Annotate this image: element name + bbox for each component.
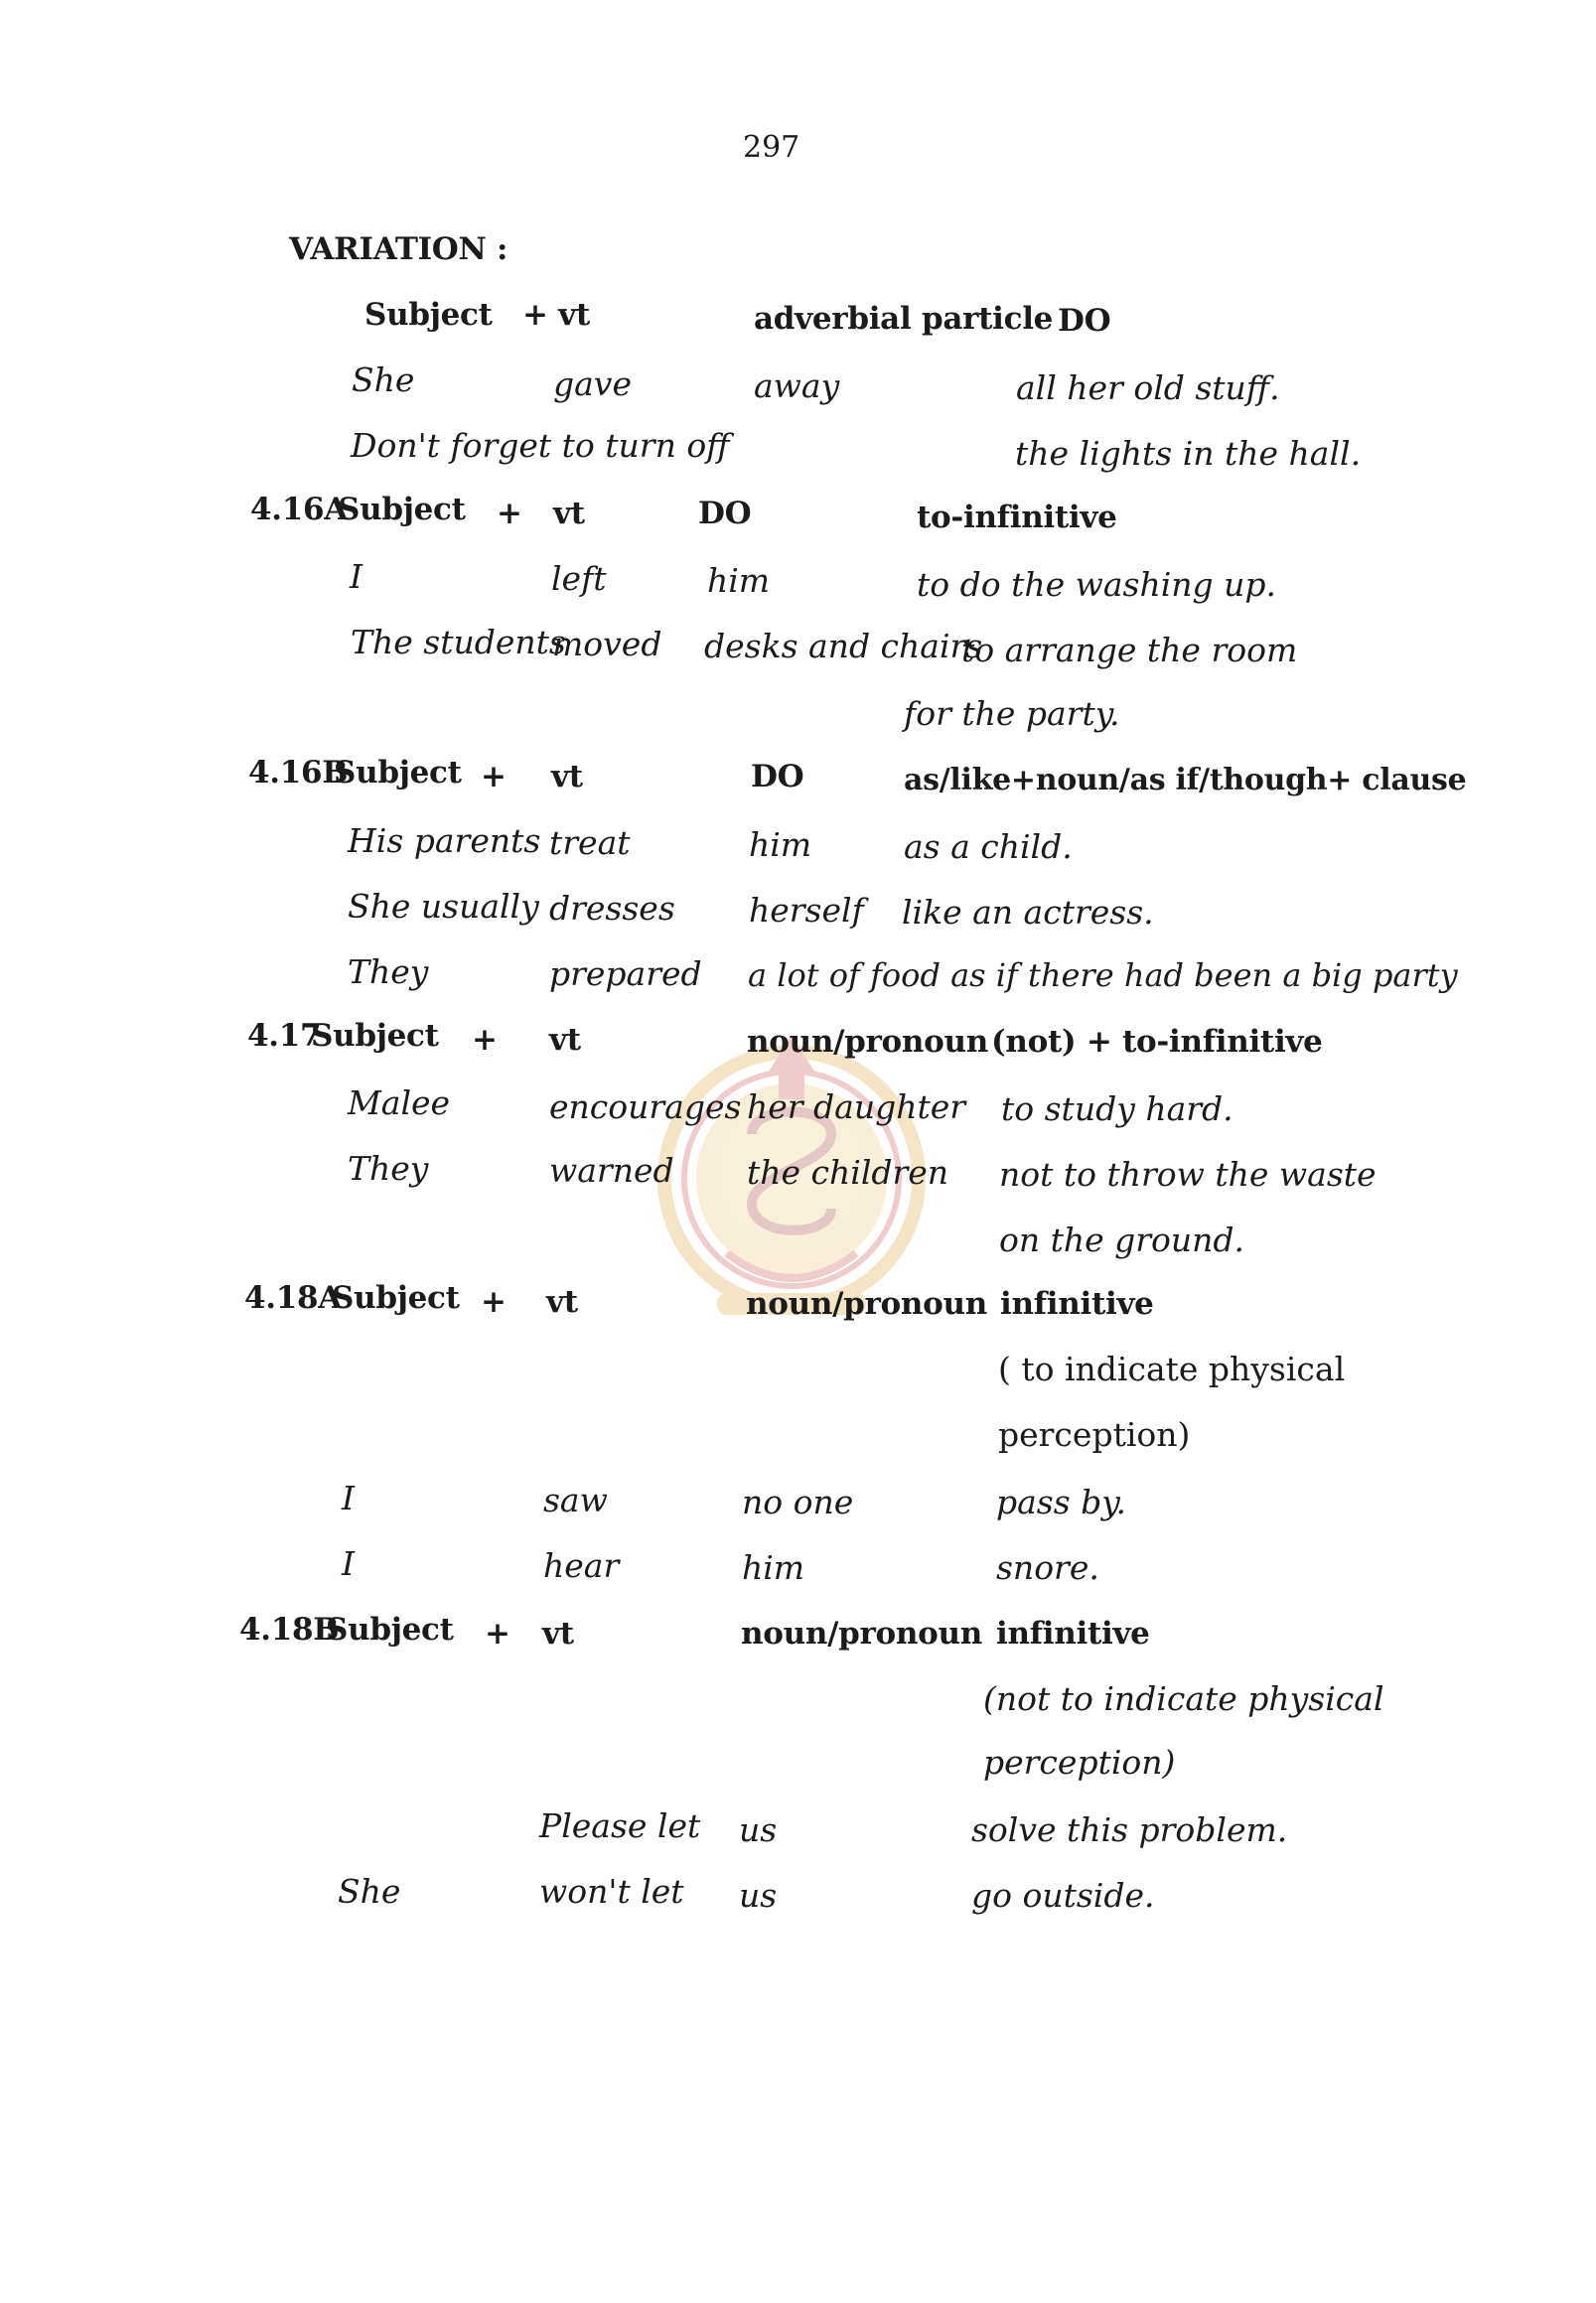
s416b-pattern-plus: + xyxy=(481,759,507,794)
s417-pattern-object: noun/pronoun xyxy=(747,1024,988,1060)
s418b-ex2-infinitive: go outside. xyxy=(971,1876,1155,1915)
s417-ex1-infinitive: to study hard. xyxy=(1001,1089,1233,1128)
s418a-ex2-verb: hear xyxy=(543,1546,620,1585)
s416a-pattern-subject: Subject xyxy=(338,492,466,527)
s416b-pattern-complement: as/like+noun/as if/though+ clause xyxy=(904,763,1467,797)
s416b-ex1-do: him xyxy=(749,825,812,864)
s418a-pattern-plus: + xyxy=(481,1284,507,1320)
s416b-ex1-subject: His parents xyxy=(348,821,541,860)
s416b-pattern-subject: Subject xyxy=(334,755,462,791)
s416a-ex2-verb: moved xyxy=(552,625,662,663)
s418a-pattern-vt: vt xyxy=(546,1284,578,1320)
s418b-pattern-subject: Subject xyxy=(326,1612,454,1648)
s416b-ex2-complement: like an actress. xyxy=(902,893,1154,932)
s416b-ex2-subject: She usually xyxy=(348,887,539,926)
s416b-pattern-do: DO xyxy=(751,759,804,794)
s418a-ex2-subject: I xyxy=(342,1544,356,1583)
s417-ex1-verb: encourages xyxy=(549,1087,742,1126)
s416a-ex1-subject: I xyxy=(350,557,363,596)
s416a-pattern-do: DO xyxy=(698,496,752,531)
s418a-pattern-object: noun/pronoun xyxy=(746,1286,987,1322)
s417-ex2-infinitive-cont: on the ground. xyxy=(999,1221,1245,1259)
s416b-ex2-verb: dresses xyxy=(549,889,675,928)
s418b-ex2-subject: She xyxy=(338,1872,401,1911)
s418a-ex2-infinitive: snore. xyxy=(996,1548,1099,1587)
variation-ex1-do: all her old stuff. xyxy=(1016,368,1280,407)
s416a-ex2-infinitive-cont: for the party. xyxy=(904,694,1120,733)
s416b-ex3-complement: a lot of food as if there had been a big party xyxy=(748,956,1458,994)
s417-ex2-verb: warned xyxy=(549,1151,674,1190)
s418a-note-line2: perception) xyxy=(998,1415,1191,1454)
s417-pattern-vt: vt xyxy=(549,1022,581,1058)
s418b-id: 4.18B xyxy=(239,1612,340,1648)
s416b-ex3-verb: prepared xyxy=(549,954,702,993)
s416a-ex1-infinitive: to do the washing up. xyxy=(917,565,1277,604)
s417-pattern-plus: + xyxy=(472,1022,498,1058)
s416a-ex1-do: him xyxy=(707,561,771,600)
variation-ex1-subject: She xyxy=(352,360,415,399)
s416b-ex1-verb: treat xyxy=(549,823,631,862)
s416a-pattern-vt: vt xyxy=(553,496,585,531)
s417-ex2-infinitive: not to throw the waste xyxy=(999,1155,1377,1194)
s418a-ex1-subject: I xyxy=(342,1479,356,1517)
s417-ex2-object: the children xyxy=(747,1153,949,1192)
s418b-pattern-object: noun/pronoun xyxy=(741,1616,982,1652)
s416a-ex2-infinitive: to arrange the room xyxy=(961,631,1298,669)
variation-pattern-vt: + vt xyxy=(522,297,590,333)
s416a-ex2-do: desks and chairs xyxy=(704,627,983,665)
s417-pattern-subject: Subject xyxy=(311,1018,439,1054)
variation-ex1-particle: away xyxy=(754,366,840,405)
s418b-ex1-verb: Please let xyxy=(539,1806,701,1845)
variation-pattern-subject: Subject xyxy=(364,297,493,333)
s418a-ex1-infinitive: pass by. xyxy=(996,1483,1127,1521)
variation-ex2-do: the lights in the hall. xyxy=(1015,434,1362,473)
s416b-ex3-subject: They xyxy=(348,952,429,991)
s417-ex1-subject: Malee xyxy=(348,1083,451,1122)
s417-pattern-infinitive: (not) + to-infinitive xyxy=(991,1024,1323,1060)
s416b-ex1-complement: as a child. xyxy=(904,827,1073,866)
variation-pattern-do: DO xyxy=(1058,303,1111,339)
s417-ex2-subject: They xyxy=(348,1149,429,1188)
s418b-pattern-vt: vt xyxy=(542,1616,574,1652)
s418b-ex2-verb: won't let xyxy=(539,1872,684,1911)
s417-id: 4.17 xyxy=(247,1018,322,1054)
variation-ex1-verb: gave xyxy=(553,364,632,403)
s416a-pattern-plus: + xyxy=(497,496,522,531)
variation-ex2-clause: Don't forget to turn off xyxy=(351,426,730,465)
s417-ex1-object: her daughter xyxy=(747,1087,966,1126)
s416b-pattern-vt: vt xyxy=(551,759,583,794)
s416b-ex2-do: herself xyxy=(749,891,864,930)
s418b-ex1-infinitive: solve this problem. xyxy=(971,1810,1288,1849)
s418a-ex1-verb: saw xyxy=(543,1481,608,1519)
s416a-id: 4.16A xyxy=(250,492,349,527)
s418a-note-line1: ( to indicate physical xyxy=(998,1350,1346,1388)
s416b-id: 4.16B xyxy=(248,755,349,791)
s418b-ex1-object: us xyxy=(739,1810,778,1849)
s418a-ex1-object: no one xyxy=(742,1483,854,1521)
page-number: 297 xyxy=(743,130,800,165)
variation-heading: VARIATION : xyxy=(289,231,508,267)
s418b-pattern-plus: + xyxy=(485,1616,510,1652)
s416a-ex1-verb: left xyxy=(551,559,607,598)
variation-pattern-particle: adverbial particle xyxy=(754,301,1054,337)
s418b-note-line2: perception) xyxy=(983,1743,1176,1782)
s418a-pattern-subject: Subject xyxy=(332,1280,460,1316)
s416a-pattern-to-infinitive: to-infinitive xyxy=(917,500,1117,535)
s418a-pattern-infinitive: infinitive xyxy=(1000,1286,1154,1322)
s418b-ex2-object: us xyxy=(739,1876,778,1915)
s418b-note-line1: (not to indicate physical xyxy=(983,1679,1384,1718)
s418a-id: 4.18A xyxy=(244,1280,343,1316)
s418b-pattern-infinitive: infinitive xyxy=(996,1616,1150,1652)
s416a-ex2-subject: The students xyxy=(351,623,566,661)
s418a-ex2-object: him xyxy=(742,1548,805,1587)
